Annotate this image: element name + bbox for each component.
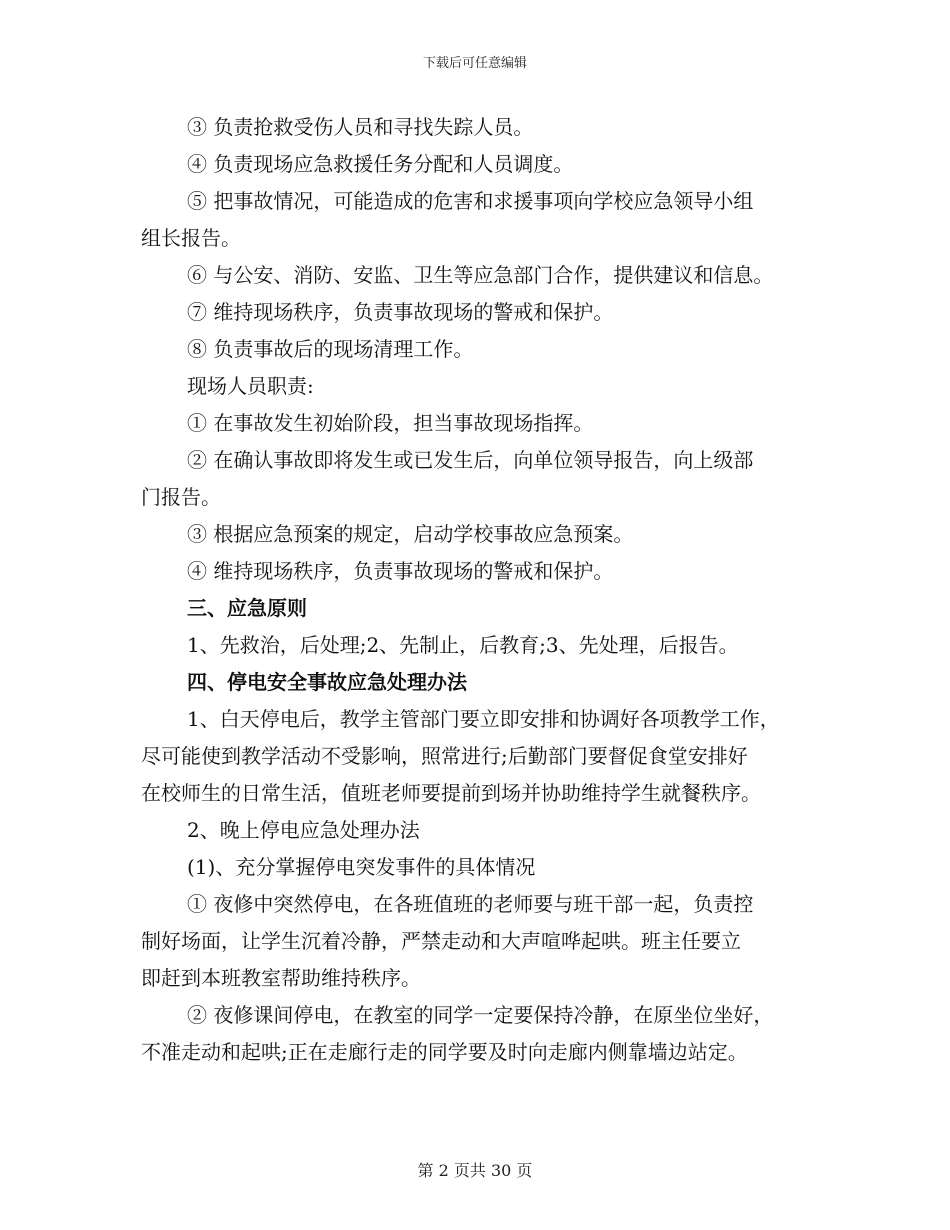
text-line: 1、白天停电后，教学主管部门要立即安排和协调好各项教学工作，: [187, 707, 780, 731]
text-line: 1、先救治，后处理;2、先制止，后教育;3、先处理，后报告。: [187, 633, 739, 657]
text-line: 即赶到本班教室帮助维持秩序。: [141, 966, 421, 990]
text-line: ② 夜修课间停电，在教室的同学一定要保持冷静，在原坐位坐好，: [187, 1003, 774, 1027]
text-line: 在校师生的日常生活，值班老师要提前到场并协助维持学生就餐秩序。: [141, 781, 761, 805]
text-line: ③ 根据应急预案的规定，启动学校事故应急预案。: [187, 522, 634, 546]
text-line: ④ 维持现场秩序，负责事故现场的警戒和保护。: [187, 559, 614, 583]
section-heading: 四、停电安全事故应急处理办法: [187, 670, 467, 694]
text-line: ⑥ 与公安、消防、安监、卫生等应急部门合作，提供建议和信息。: [187, 263, 774, 287]
text-line: ① 在事故发生初始阶段，担当事故现场指挥。: [187, 411, 594, 435]
text-line: 制好场面，让学生沉着冷静，严禁走动和大声喧哗起哄。班主任要立: [141, 929, 741, 953]
document-body: [141, 109, 821, 1071]
text-line: ② 在确认事故即将发生或已发生后，向单位领导报告，向上级部: [187, 448, 754, 472]
text-line: ③ 负责抢救受伤人员和寻找失踪人员。: [187, 115, 534, 139]
page-header: 下载后可任意编辑: [422, 56, 527, 71]
text-line: 门报告。: [141, 485, 221, 509]
text-line: (1)、充分掌握停电突发事件的具体情况: [187, 855, 536, 879]
text-line: ⑤ 把事故情况，可能造成的危害和求援事项向学校应急领导小组: [187, 189, 754, 213]
text-line: ⑧ 负责事故后的现场清理工作。: [187, 337, 474, 361]
text-line: 尽可能使到教学活动不受影响，照常进行;后勤部门要督促食堂安排好: [141, 744, 748, 768]
text-line: 2、晚上停电应急处理办法: [187, 818, 420, 842]
text-line: ④ 负责现场应急救援任务分配和人员调度。: [187, 152, 574, 176]
text-line: ① 夜修中突然停电，在各班值班的老师要与班干部一起，负责控: [187, 892, 754, 916]
page-footer: 第 2 页共 30 页: [417, 1161, 533, 1180]
section-heading: 三、应急原则: [187, 596, 307, 620]
text-line: ⑦ 维持现场秩序，负责事故现场的警戒和保护。: [187, 300, 614, 324]
text-line: 组长报告。: [141, 226, 241, 250]
text-line: 不准走动和起哄;正在走廊行走的同学要及时向走廊内侧靠墙边站定。: [141, 1040, 748, 1064]
text-line: 现场人员职责:: [187, 374, 314, 398]
